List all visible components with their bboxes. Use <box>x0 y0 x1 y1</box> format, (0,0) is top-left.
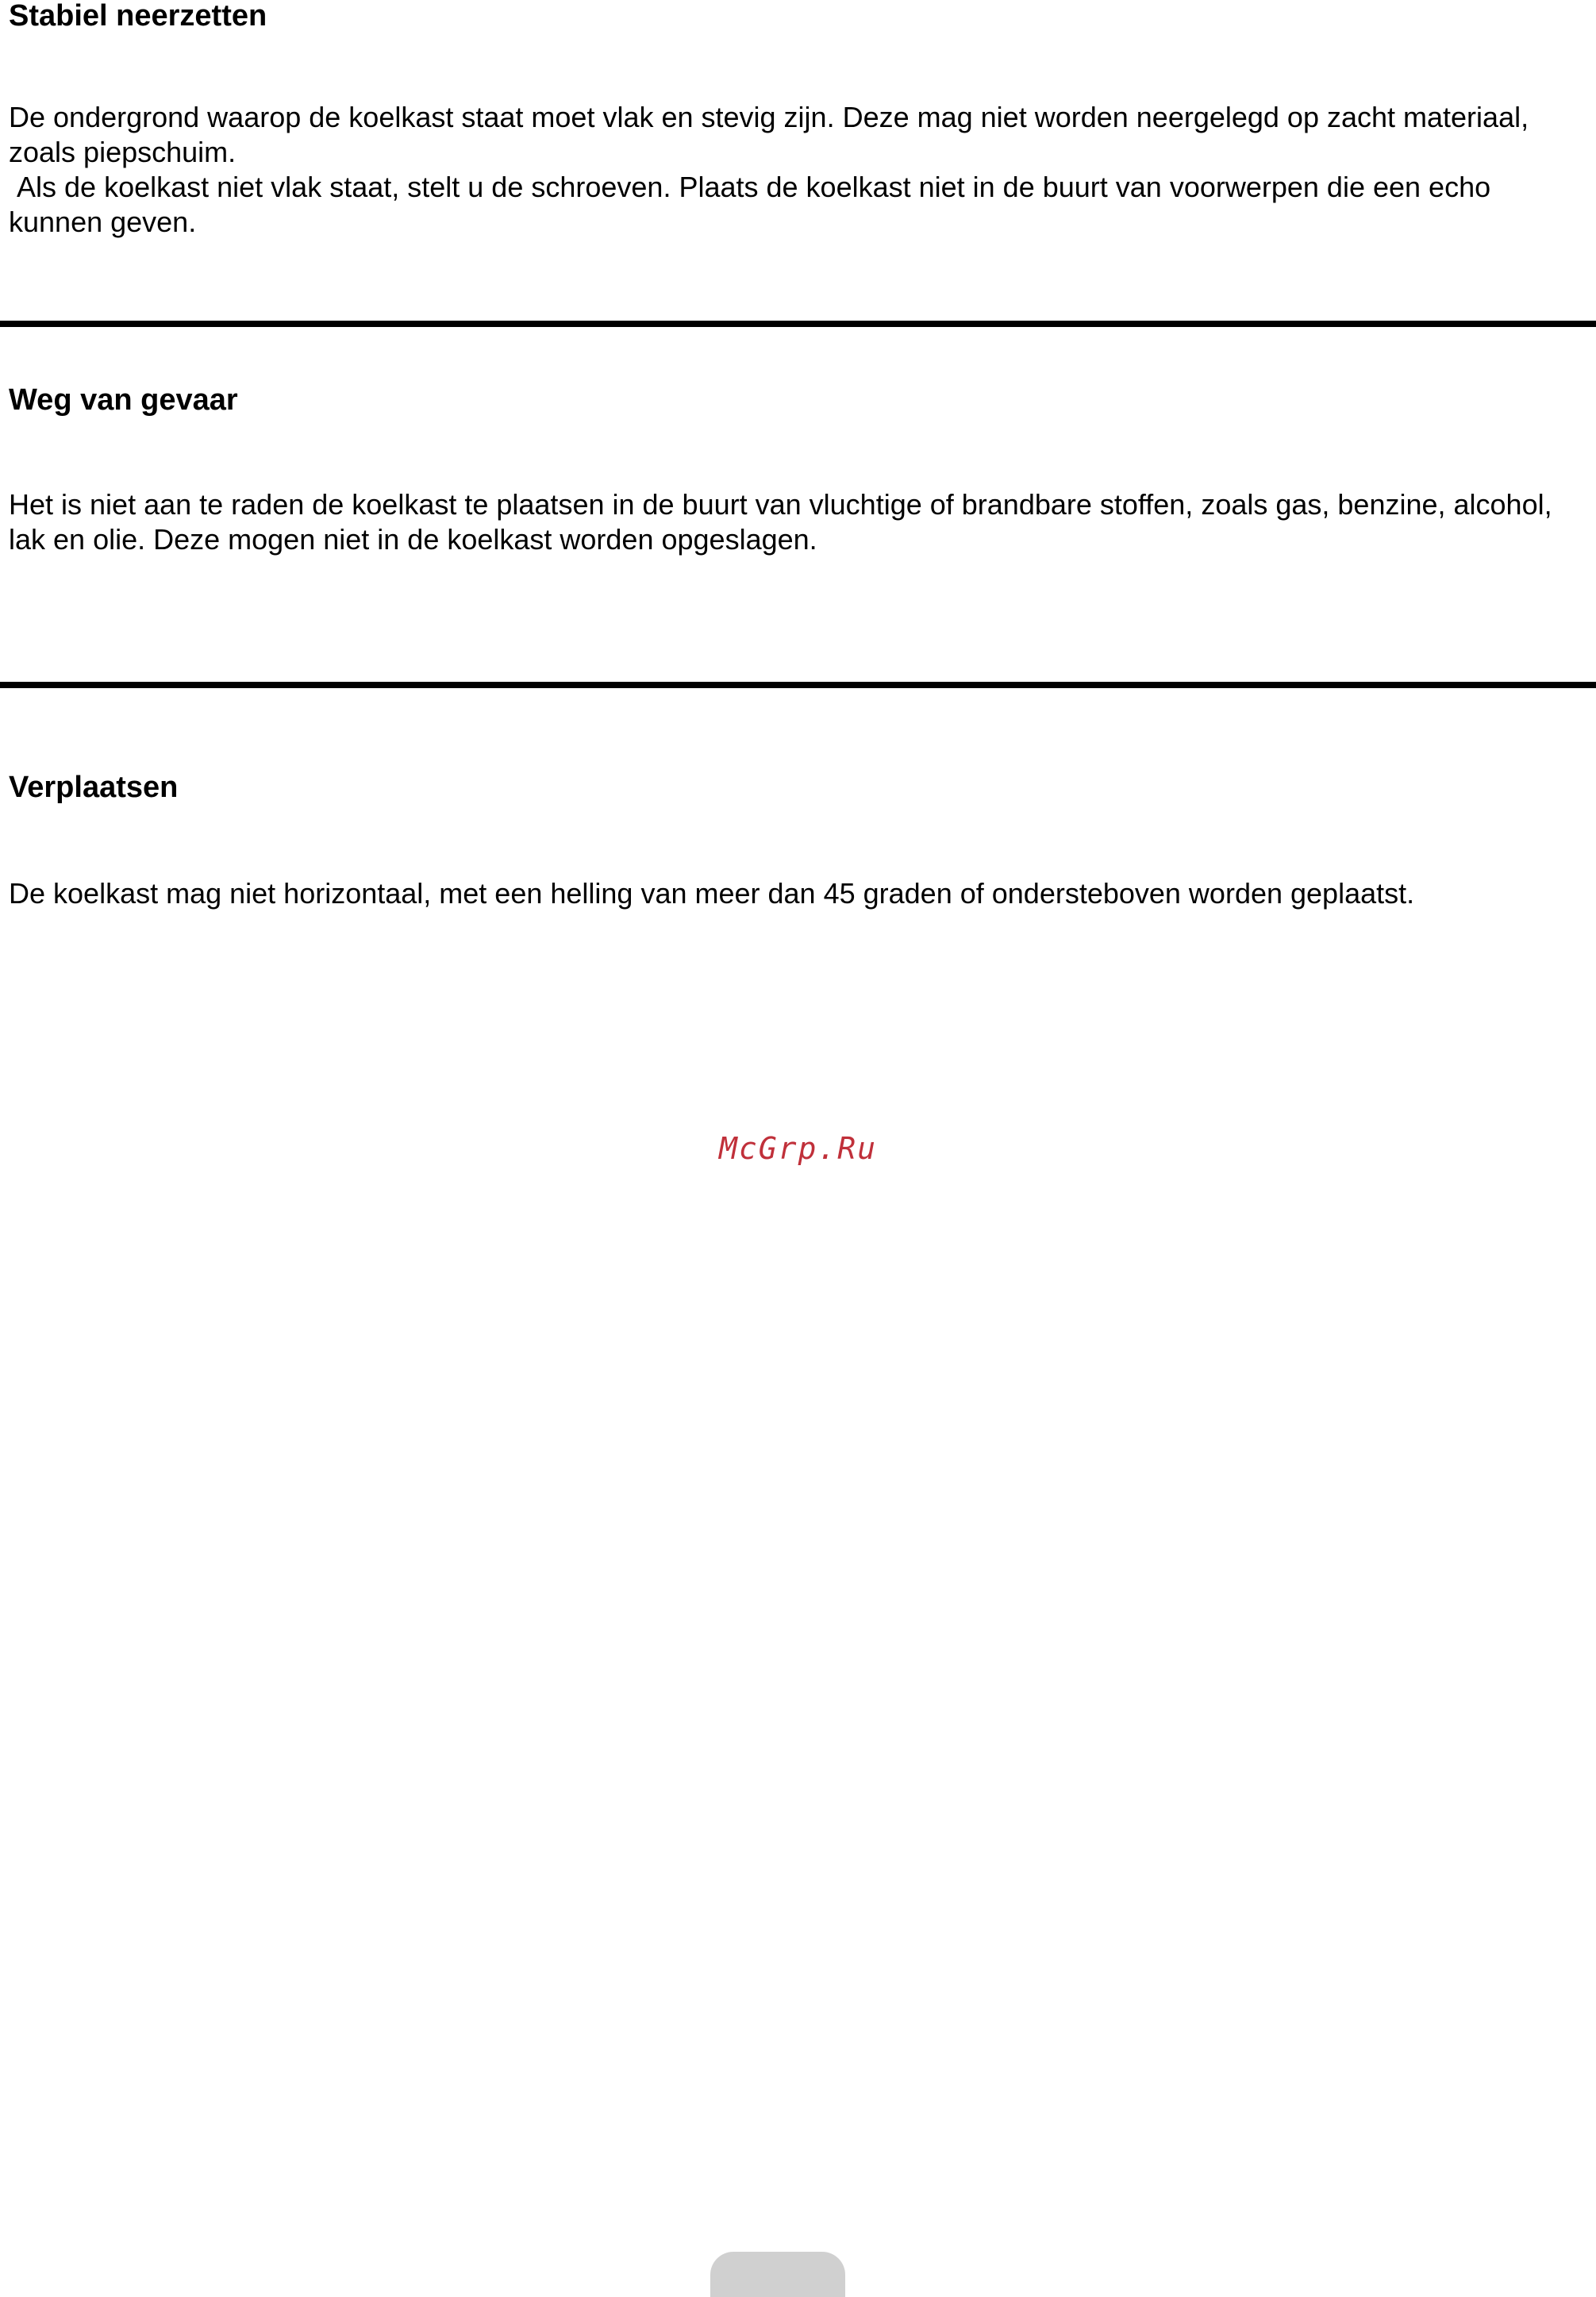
section-heading-weg-van-gevaar: Weg van gevaar <box>9 383 238 417</box>
section-body-weg-van-gevaar: Het is niet aan te raden de koelkast te plaatsen in de buurt van vluchtige of brandbare stoffen, zoals gas, benzine, alcohol, lak en olie. Deze mogen niet in de koelkast worden opgeslagen. <box>9 488 1560 556</box>
section-divider <box>0 682 1596 688</box>
section-heading-verplaatsen: Verplaatsen <box>9 771 179 804</box>
section-body-verplaatsen: De koelkast mag niet horizontaal, met een helling van meer dan 45 graden of ondersteboven worden geplaatst. <box>9 877 1415 910</box>
watermark-text: McGrp.Ru <box>718 1131 878 1166</box>
section-divider <box>0 321 1596 327</box>
section-heading-stabiel-neerzetten: Stabiel neerzetten <box>9 0 267 33</box>
page-number-pill <box>710 2252 845 2297</box>
section-body-stabiel-neerzetten: De ondergrond waarop de koelkast staat moet vlak en stevig zijn. Deze mag niet worden neergelegd op zacht materiaal, zoals piepschuim. Als de koelkast niet vlak staat, stelt u de schroeven. Plaats de koelkast niet in de buurt van voorwerpen die een echo kunnen geven. <box>9 101 1529 238</box>
